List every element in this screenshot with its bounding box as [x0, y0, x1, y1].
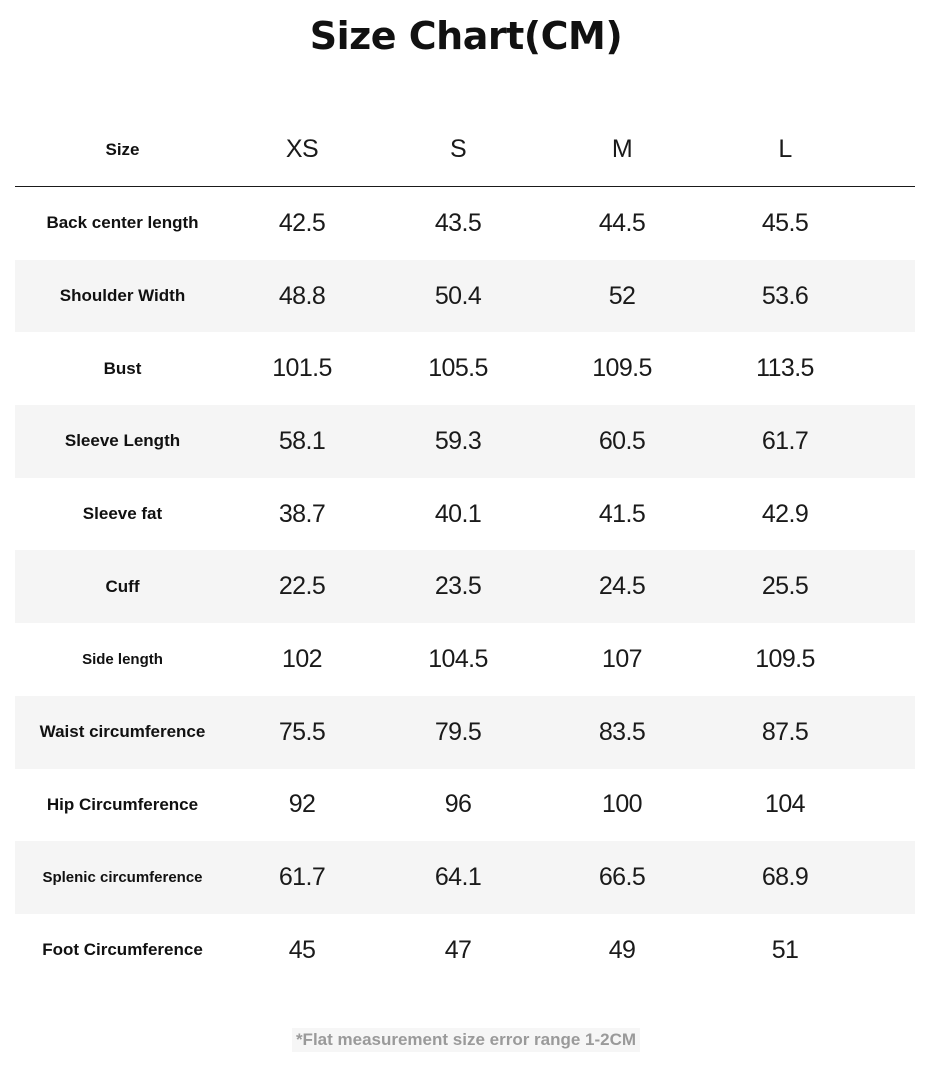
cell-xs: 75.5 — [278, 717, 326, 746]
cell-xs: 48.8 — [278, 281, 326, 310]
table-row — [15, 623, 915, 696]
cell-xs: 92 — [288, 790, 316, 819]
cell-m: 109.5 — [592, 354, 652, 383]
row-label: Cuff — [105, 576, 140, 596]
cell-l: 113.5 — [756, 354, 814, 383]
cell-l: 109.5 — [755, 644, 815, 673]
header-size-m: M — [611, 135, 633, 163]
cell-s: 43.5 — [434, 208, 482, 237]
cell-xs: 101.5 — [272, 354, 332, 383]
row-label: Sleeve Length — [64, 431, 181, 451]
size-chart-table — [15, 113, 915, 987]
table-row — [15, 260, 915, 333]
footnote-text: *Flat measurement size error range 1-2CM — [292, 1028, 640, 1052]
cell-m: 66.5 — [598, 863, 646, 892]
table-header-row — [15, 113, 915, 187]
cell-s: 23.5 — [434, 572, 482, 601]
cell-m: 60.5 — [598, 426, 646, 455]
cell-m: 107 — [602, 644, 642, 673]
cell-s: 47 — [444, 935, 472, 964]
row-label: Sleeve fat — [82, 504, 163, 524]
cell-s: 64.1 — [434, 863, 482, 892]
table-row — [15, 914, 915, 987]
cell-s: 105.5 — [428, 354, 488, 383]
row-label: Side length — [82, 650, 163, 668]
row-label: Hip Circumference — [46, 794, 199, 814]
header-size-l: L — [778, 135, 792, 163]
header-size-s: S — [449, 135, 467, 163]
cell-xs: 42.5 — [278, 208, 326, 237]
header-size-label: Size — [105, 139, 140, 159]
cell-xs: 61.7 — [278, 863, 326, 892]
table-row — [15, 478, 915, 551]
cell-xs: 45 — [288, 935, 316, 964]
cell-xs: 58.1 — [278, 426, 326, 455]
cell-m: 49 — [608, 935, 636, 964]
page-title: Size Chart(CM) — [309, 14, 623, 58]
row-label: Bust — [103, 358, 142, 378]
cell-m: 41.5 — [598, 499, 646, 528]
cell-s: 96 — [444, 790, 472, 819]
cell-l: 87.5 — [761, 717, 809, 746]
cell-m: 100 — [602, 790, 642, 819]
table-row — [15, 187, 915, 260]
row-label: Waist circumference — [39, 722, 206, 742]
table-row — [15, 550, 915, 623]
cell-l: 61.7 — [761, 426, 809, 455]
header-size-xs: XS — [285, 135, 319, 163]
row-label: Splenic circumference — [42, 869, 203, 887]
row-label: Back center length — [46, 213, 199, 233]
row-label: Shoulder Width — [59, 286, 186, 306]
cell-s: 59.3 — [434, 426, 482, 455]
table-row — [15, 332, 915, 405]
cell-l: 104 — [765, 790, 805, 819]
cell-l: 25.5 — [761, 572, 809, 601]
table-row — [15, 769, 915, 842]
row-label: Foot Circumference — [42, 940, 203, 960]
table-row — [15, 405, 915, 478]
cell-m: 24.5 — [598, 572, 646, 601]
cell-l: 42.9 — [761, 499, 809, 528]
cell-s: 40.1 — [434, 499, 482, 528]
cell-m: 83.5 — [598, 717, 646, 746]
cell-s: 50.4 — [434, 281, 482, 310]
cell-l: 51 — [771, 935, 799, 964]
footnote — [0, 1028, 932, 1052]
cell-l: 68.9 — [761, 863, 809, 892]
cell-xs: 102 — [282, 644, 322, 673]
cell-s: 104.5 — [428, 644, 488, 673]
cell-s: 79.5 — [434, 717, 482, 746]
cell-xs: 22.5 — [278, 572, 326, 601]
cell-xs: 38.7 — [278, 499, 326, 528]
cell-m: 52 — [608, 281, 636, 310]
cell-l: 45.5 — [761, 208, 809, 237]
table-row — [15, 841, 915, 914]
cell-l: 53.6 — [761, 281, 809, 310]
table-row — [15, 696, 915, 769]
cell-m: 44.5 — [598, 208, 646, 237]
